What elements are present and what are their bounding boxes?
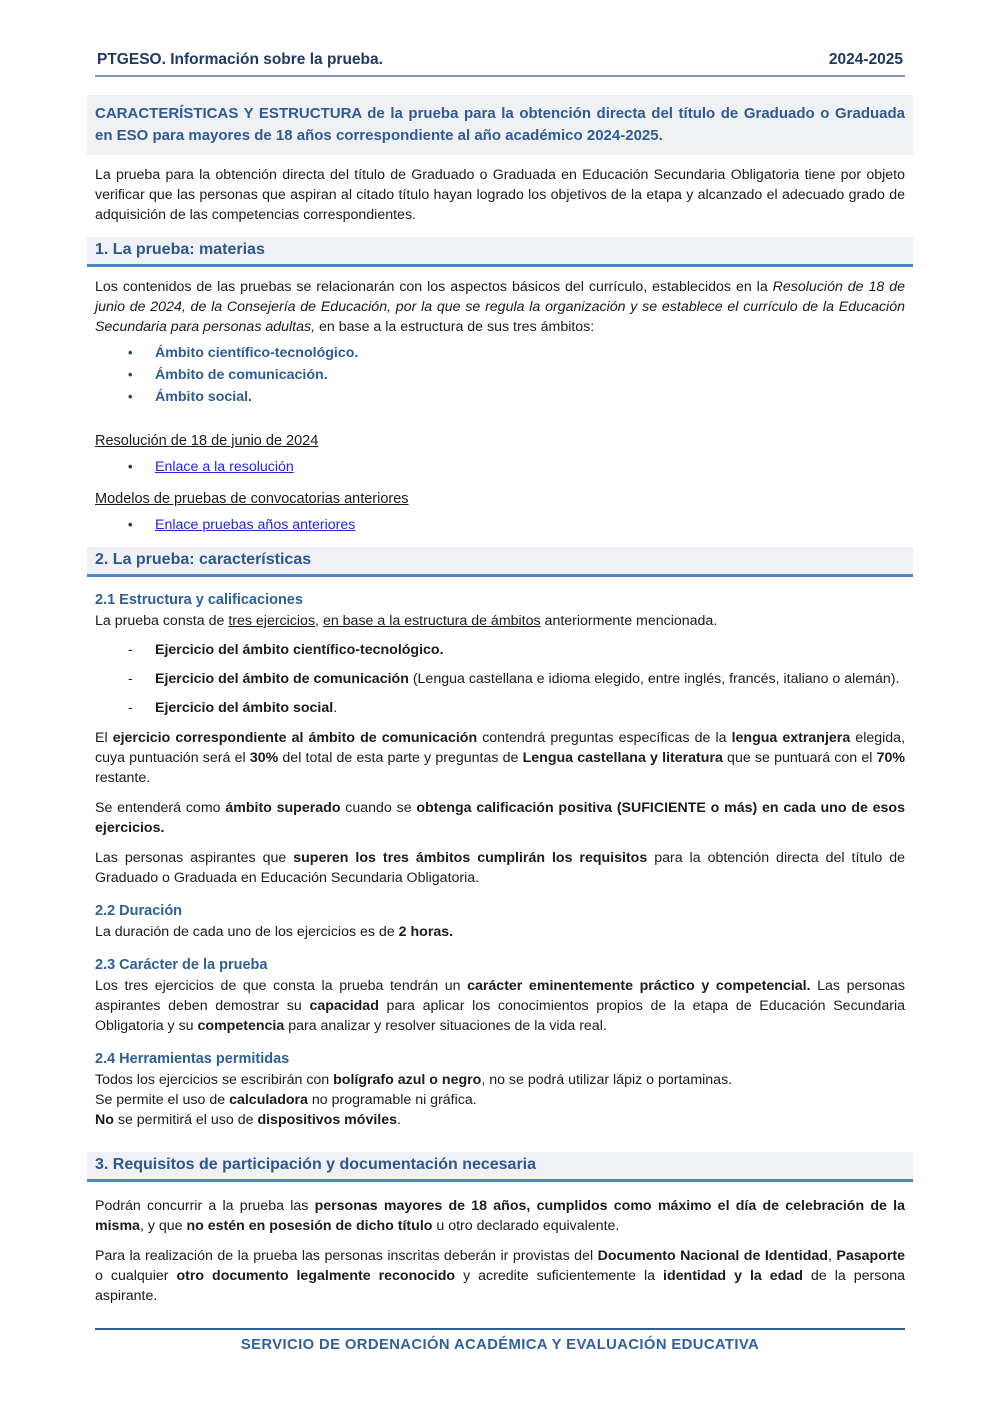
page-footer: [95, 1328, 905, 1355]
subsection-2-3-header: 2.3 Carácter de la prueba: [95, 957, 268, 973]
exercise-item: - Ejercicio del ámbito social.: [128, 698, 905, 718]
exercise-item: - Ejercicio del ámbito científico-tecnológico.: [128, 640, 905, 660]
subsection-2-4-header: 2.4 Herramientas permitidas: [95, 1051, 290, 1067]
ambitos-list: [95, 343, 905, 407]
pen-rule-line: Todos los ejercicios se escribirán con bolígrafo azul o negro, no se podrá utilizar lápiz o portaminas.: [95, 1072, 733, 1088]
document-header: [95, 50, 905, 77]
calculator-rule-line: Se permite el uso de calculadora no programable ni gráfica.: [95, 1092, 477, 1108]
subsection-2-2-header: 2.2 Duración: [95, 903, 183, 919]
exercise-list: [95, 640, 905, 718]
requirements-met-paragraph: Las personas aspirantes que superen los tres ámbitos cumplirán los requisitos para la obtención directa del título de Graduado o Graduada en Educación Secundaria Obligatoria.: [95, 850, 906, 886]
previous-models-heading: Modelos de pruebas de convocatorias anteriores: [95, 491, 409, 507]
section-1-paragraph: Los contenidos de las pruebas se relacionarán con los aspectos básicos del currículo, establecidos en la Resolución de 18 de junio de 2024, de la Consejería de Educación, por la que se regula la organización y se establece el currículo de la Educación Secundaria para personas adultas, en base a la estructura de sus tres ámbitos:: [95, 279, 906, 335]
resolution-links-list: [95, 457, 905, 477]
communication-weighting-paragraph: El ejercicio correspondiente al ámbito de comunicación contendrá preguntas específicas de la lengua extranjera elegida, cuya puntuación será el 30% del total de esta parte y preguntas de Lengua castellana y literatura que se puntuará con el 70% restante.: [95, 730, 906, 786]
ambito-item: • Ámbito científico-tecnológico.: [128, 343, 905, 363]
section-3-header: 3. Requisitos de participación y documentación necesaria: [87, 1152, 913, 1182]
lead-summary-block: CARACTERÍSTICAS Y ESTRUCTURA de la prueba para la obtención directa del título de Graduado o Graduada en ESO para mayores de 18 años correspondiente al año académico 2024-2025.: [87, 95, 913, 155]
id-requirement-paragraph: Para la realización de la prueba las personas inscritas deberán ir provistas del Documento Nacional de Identidad, Pasaporte o cualquier otro documento legalmente reconocido y acredite suficientemente la identidad y la edad de la persona aspirante.: [95, 1248, 906, 1304]
duration-paragraph: La duración de cada uno de los ejercicios es de 2 horas.: [95, 924, 454, 940]
section-2-header: 2. La prueba: características: [87, 547, 913, 577]
structure-paragraph: La prueba consta de tres ejercicios, en base a la estructura de ámbitos anteriormente mencionada.: [95, 613, 718, 629]
previous-tests-link[interactable]: • Enlace pruebas años anteriores: [128, 515, 905, 535]
resolution-heading: Resolución de 18 de junio de 2024: [95, 433, 319, 449]
resolution-link[interactable]: • Enlace a la resolución: [128, 457, 905, 477]
document-title: PTGESO. Información sobre la prueba.: [97, 51, 383, 68]
academic-year: 2024-2025: [828, 51, 903, 68]
ambito-item: • Ámbito de comunicación.: [128, 365, 905, 385]
exercise-item: - Ejercicio del ámbito de comunicación (Lengua castellana e idioma elegido, entre inglés, francés, italiano o alemán).: [128, 669, 905, 689]
allowed-tools-lines: [95, 1070, 905, 1130]
ambito-item: • Ámbito social.: [128, 387, 905, 407]
previous-models-links-list: [95, 515, 905, 535]
intro-paragraph: La prueba para la obtención directa del título de Graduado o Graduada en Educación Secundaria Obligatoria tiene por objeto verificar que las personas que aspiran al citado título hayan logrado los objetivos de la etapa y alcanzado el adecuado grado de adquisición de las competencias correspondientes.: [95, 167, 905, 223]
section-1-header: 1. La prueba: materias: [87, 237, 913, 267]
mobile-rule-line: No se permitirá el uso de dispositivos móviles.: [95, 1112, 401, 1128]
age-requirement-paragraph: Podrán concurrir a la prueba las personas mayores de 18 años, cumplidos como máximo el día de celebración de la misma, y que no estén en posesión de dicho título u otro declarado equivalente.: [95, 1198, 905, 1234]
footer-text: SERVICIO DE ORDENACIÓN ACADÉMICA Y EVALUACIÓN EDUCATIVA: [240, 1337, 760, 1353]
pass-criteria-paragraph: Se entenderá como ámbito superado cuando se obtenga calificación positiva (SUFICIENTE o más) en cada uno de esos ejercicios.: [95, 800, 905, 836]
character-paragraph: Los tres ejercicios de que consta la prueba tendrán un carácter eminentemente práctico y competencial. Las personas aspirantes deben demostrar su capacidad para aplicar los conocimientos propios de la etapa de Educación Secundaria Obligatoria y su competencia para analizar y resolver situaciones de la vida real.: [95, 978, 905, 1034]
subsection-2-1-header: 2.1 Estructura y calificaciones: [95, 592, 303, 608]
